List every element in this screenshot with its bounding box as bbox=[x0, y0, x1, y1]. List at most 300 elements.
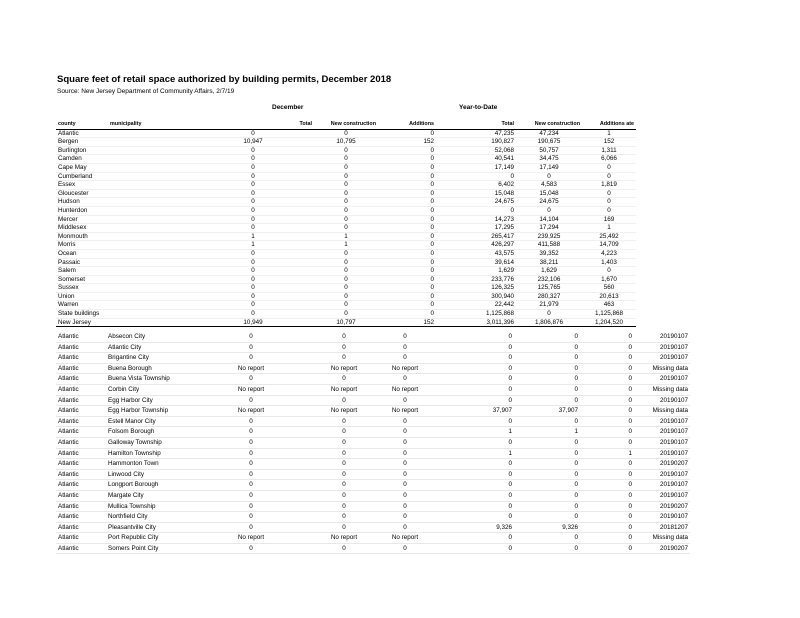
detail-cell: 0 bbox=[312, 512, 376, 523]
detail-cell: 0 bbox=[580, 363, 634, 374]
summary-cell: 0 bbox=[378, 275, 436, 284]
summary-cell: New Jersey bbox=[56, 318, 108, 327]
detail-cell: 0 bbox=[376, 395, 434, 406]
detail-cell: 0 bbox=[514, 437, 580, 448]
detail-cell: No report bbox=[312, 533, 376, 544]
summary-cell bbox=[108, 181, 192, 190]
summary-row bbox=[56, 181, 636, 190]
summary-cell: Gloucester bbox=[56, 189, 108, 198]
summary-cell: 0 bbox=[192, 206, 314, 215]
summary-cell: Burlington bbox=[56, 146, 108, 155]
summary-row bbox=[56, 138, 636, 147]
detail-cell: 0 bbox=[376, 490, 434, 501]
detail-cell: Atlantic bbox=[56, 363, 106, 374]
summary-cell: 426,297 bbox=[436, 241, 516, 250]
detail-cell: 0 bbox=[190, 374, 312, 385]
summary-cell: 0 bbox=[378, 267, 436, 276]
detail-cell: 0 bbox=[312, 416, 376, 427]
summary-row bbox=[56, 198, 636, 207]
summary-cell: 0 bbox=[582, 189, 636, 198]
summary-cell: 10,949 bbox=[192, 318, 314, 327]
summary-cell: 14,709 bbox=[582, 241, 636, 250]
detail-cell: 0 bbox=[190, 512, 312, 523]
detail-cell: 0 bbox=[376, 416, 434, 427]
summary-cell: 0 bbox=[582, 206, 636, 215]
col-header-dec-total: Total bbox=[192, 121, 314, 129]
detail-row bbox=[56, 522, 690, 533]
detail-row bbox=[56, 459, 690, 470]
summary-cell: 300,940 bbox=[436, 292, 516, 301]
detail-cell: 0 bbox=[514, 332, 580, 342]
detail-cell: 0 bbox=[376, 512, 434, 523]
detail-cell: 0 bbox=[312, 522, 376, 533]
detail-cell: 20190207 bbox=[634, 459, 690, 470]
summary-cell: 0 bbox=[192, 172, 314, 181]
detail-cell: 0 bbox=[312, 448, 376, 459]
summary-cell: 1 bbox=[314, 232, 378, 241]
detail-cell: 0 bbox=[376, 543, 434, 554]
summary-cell bbox=[108, 198, 192, 207]
summary-cell: 126,325 bbox=[436, 284, 516, 293]
summary-row bbox=[56, 318, 636, 327]
summary-cell: Bergen bbox=[56, 138, 108, 147]
col-header-dec-additions: Additions bbox=[378, 121, 436, 129]
summary-cell: Atlantic bbox=[56, 129, 108, 138]
detail-cell: No report bbox=[376, 384, 434, 395]
detail-cell: Margate City bbox=[106, 490, 190, 501]
summary-cell bbox=[108, 138, 192, 147]
summary-cell: 233,776 bbox=[436, 275, 516, 284]
summary-row bbox=[56, 232, 636, 241]
summary-cell bbox=[108, 206, 192, 215]
summary-cell bbox=[108, 318, 192, 327]
detail-cell: 0 bbox=[434, 332, 514, 342]
detail-row bbox=[56, 448, 690, 459]
summary-cell: 0 bbox=[314, 310, 378, 319]
summary-cell: 0 bbox=[378, 284, 436, 293]
summary-cell: 0 bbox=[582, 163, 636, 172]
summary-row bbox=[56, 267, 636, 276]
detail-row bbox=[56, 437, 690, 448]
detail-cell: No report bbox=[190, 533, 312, 544]
summary-cell: 40,541 bbox=[436, 155, 516, 164]
summary-cell: 10,795 bbox=[314, 138, 378, 147]
detail-cell: 9,326 bbox=[434, 522, 514, 533]
summary-cell: 0 bbox=[314, 198, 378, 207]
detail-cell: 0 bbox=[514, 416, 580, 427]
summary-cell: 169 bbox=[582, 215, 636, 224]
summary-cell bbox=[108, 258, 192, 267]
summary-cell: 17,295 bbox=[436, 224, 516, 233]
summary-cell: 0 bbox=[192, 301, 314, 310]
detail-cell: 0 bbox=[312, 395, 376, 406]
detail-cell: Northfield City bbox=[106, 512, 190, 523]
detail-cell: 0 bbox=[312, 437, 376, 448]
summary-cell: 0 bbox=[314, 301, 378, 310]
summary-cell: 0 bbox=[378, 310, 436, 319]
detail-cell: 0 bbox=[434, 533, 514, 544]
detail-cell: 0 bbox=[434, 374, 514, 385]
summary-row bbox=[56, 292, 636, 301]
detail-cell: Buena Vista Township bbox=[106, 374, 190, 385]
detail-cell: 0 bbox=[434, 395, 514, 406]
detail-cell: Atlantic bbox=[56, 459, 106, 470]
summary-row bbox=[56, 284, 636, 293]
summary-cell: 411,588 bbox=[516, 241, 582, 250]
detail-cell: No report bbox=[312, 406, 376, 417]
detail-cell: 20190107 bbox=[634, 395, 690, 406]
summary-cell: 4,583 bbox=[516, 181, 582, 190]
detail-cell: Atlantic bbox=[56, 448, 106, 459]
summary-header bbox=[56, 121, 636, 129]
detail-cell: Atlantic bbox=[56, 543, 106, 554]
summary-cell: 0 bbox=[192, 292, 314, 301]
summary-cell: 0 bbox=[582, 172, 636, 181]
detail-cell: 0 bbox=[514, 459, 580, 470]
summary-cell: 20,613 bbox=[582, 292, 636, 301]
summary-cell bbox=[108, 232, 192, 241]
summary-cell: 0 bbox=[378, 146, 436, 155]
detail-cell: Atlantic bbox=[56, 469, 106, 480]
detail-cell: 0 bbox=[312, 459, 376, 470]
summary-cell: 0 bbox=[192, 155, 314, 164]
detail-cell: 0 bbox=[514, 469, 580, 480]
summary-row bbox=[56, 241, 636, 250]
summary-cell: Camden bbox=[56, 155, 108, 164]
detail-cell: 0 bbox=[376, 437, 434, 448]
summary-cell: 0 bbox=[378, 172, 436, 181]
detail-cell: 0 bbox=[190, 522, 312, 533]
summary-cell: 0 bbox=[378, 224, 436, 233]
detail-cell: Brigantine City bbox=[106, 353, 190, 364]
summary-cell: 10,947 bbox=[192, 138, 314, 147]
summary-cell bbox=[108, 284, 192, 293]
summary-cell: 0 bbox=[314, 129, 378, 138]
summary-cell: 1 bbox=[192, 241, 314, 250]
summary-cell bbox=[108, 172, 192, 181]
summary-cell: 0 bbox=[378, 155, 436, 164]
summary-row bbox=[56, 215, 636, 224]
summary-cell: 47,235 bbox=[436, 129, 516, 138]
detail-cell: 0 bbox=[514, 374, 580, 385]
detail-cell: 0 bbox=[434, 512, 514, 523]
summary-cell: 0 bbox=[378, 198, 436, 207]
summary-cell: 0 bbox=[192, 284, 314, 293]
detail-cell: No report bbox=[312, 384, 376, 395]
detail-cell: 0 bbox=[376, 342, 434, 353]
summary-cell bbox=[108, 163, 192, 172]
detail-cell: 20190207 bbox=[634, 543, 690, 554]
summary-cell: 3,011,396 bbox=[436, 318, 516, 327]
detail-cell: 0 bbox=[580, 480, 634, 491]
detail-cell: No report bbox=[190, 363, 312, 374]
detail-cell: Missing data bbox=[634, 406, 690, 417]
detail-row bbox=[56, 469, 690, 480]
summary-cell: 24,675 bbox=[516, 198, 582, 207]
detail-cell: Atlantic bbox=[56, 406, 106, 417]
summary-cell: Cape May bbox=[56, 163, 108, 172]
detail-cell: 0 bbox=[514, 480, 580, 491]
detail-row bbox=[56, 480, 690, 491]
summary-cell: 265,417 bbox=[436, 232, 516, 241]
source-note: Source: New Jersey Department of Community Affairs, 2/7/19 bbox=[57, 88, 235, 95]
detail-cell: 0 bbox=[514, 543, 580, 554]
summary-cell: 47,234 bbox=[516, 129, 582, 138]
detail-cell: 1 bbox=[434, 427, 514, 438]
summary-cell: 39,352 bbox=[516, 249, 582, 258]
detail-cell: 37,907 bbox=[514, 406, 580, 417]
summary-table bbox=[56, 121, 636, 327]
summary-body bbox=[56, 129, 636, 327]
detail-cell: Egg Harbor City bbox=[106, 395, 190, 406]
summary-cell: Hunterdon bbox=[56, 206, 108, 215]
detail-cell: 0 bbox=[434, 363, 514, 374]
summary-cell bbox=[108, 267, 192, 276]
summary-cell: 280,327 bbox=[516, 292, 582, 301]
detail-cell: 0 bbox=[312, 543, 376, 554]
detail-cell: 0 bbox=[514, 448, 580, 459]
detail-cell: 0 bbox=[190, 332, 312, 342]
group-header-december: December bbox=[272, 104, 304, 111]
col-header-ytd-new: New construction bbox=[516, 121, 582, 129]
detail-cell: Atlantic bbox=[56, 342, 106, 353]
detail-cell: 0 bbox=[190, 448, 312, 459]
summary-cell: 152 bbox=[378, 318, 436, 327]
detail-cell: Absecon City bbox=[106, 332, 190, 342]
summary-row bbox=[56, 301, 636, 310]
summary-row bbox=[56, 310, 636, 319]
detail-cell: No report bbox=[190, 384, 312, 395]
detail-cell: Somers Point City bbox=[106, 543, 190, 554]
detail-row bbox=[56, 332, 690, 342]
summary-cell: 0 bbox=[314, 258, 378, 267]
detail-cell: 0 bbox=[312, 374, 376, 385]
detail-row bbox=[56, 395, 690, 406]
summary-cell: 24,675 bbox=[436, 198, 516, 207]
summary-row bbox=[56, 206, 636, 215]
summary-cell: 0 bbox=[378, 241, 436, 250]
detail-cell: 1 bbox=[580, 448, 634, 459]
detail-cell: 0 bbox=[190, 501, 312, 512]
detail-cell: Egg Harbor Township bbox=[106, 406, 190, 417]
summary-row bbox=[56, 249, 636, 258]
detail-row bbox=[56, 490, 690, 501]
summary-cell: 0 bbox=[314, 249, 378, 258]
detail-cell: 20190207 bbox=[634, 501, 690, 512]
summary-cell: 0 bbox=[314, 215, 378, 224]
summary-cell: 17,149 bbox=[436, 163, 516, 172]
detail-cell: 0 bbox=[376, 501, 434, 512]
summary-cell: 0 bbox=[378, 292, 436, 301]
detail-cell: 37,907 bbox=[434, 406, 514, 417]
detail-cell: 0 bbox=[434, 353, 514, 364]
summary-cell: 0 bbox=[314, 181, 378, 190]
summary-cell: 0 bbox=[192, 275, 314, 284]
detail-cell: Atlantic bbox=[56, 480, 106, 491]
summary-cell: 0 bbox=[314, 172, 378, 181]
summary-cell: 50,757 bbox=[516, 146, 582, 155]
summary-cell: 43,575 bbox=[436, 249, 516, 258]
summary-cell: Monmouth bbox=[56, 232, 108, 241]
summary-cell: 0 bbox=[192, 198, 314, 207]
detail-cell: Buena Borough bbox=[106, 363, 190, 374]
summary-cell: 190,675 bbox=[516, 138, 582, 147]
detail-cell: 20190107 bbox=[634, 480, 690, 491]
summary-cell: Essex bbox=[56, 181, 108, 190]
summary-cell: 1 bbox=[314, 241, 378, 250]
summary-cell: Morris bbox=[56, 241, 108, 250]
detail-cell: Atlantic bbox=[56, 490, 106, 501]
summary-cell: State buildings bbox=[56, 310, 108, 319]
summary-cell: 1,629 bbox=[516, 267, 582, 276]
summary-cell: 0 bbox=[516, 172, 582, 181]
summary-cell: 6,402 bbox=[436, 181, 516, 190]
summary-row bbox=[56, 155, 636, 164]
summary-row bbox=[56, 224, 636, 233]
detail-cell: Missing data bbox=[634, 363, 690, 374]
summary-cell: 0 bbox=[314, 155, 378, 164]
detail-cell: 1 bbox=[434, 448, 514, 459]
summary-cell: 0 bbox=[192, 146, 314, 155]
detail-cell: 0 bbox=[580, 437, 634, 448]
detail-cell: Hamilton Township bbox=[106, 448, 190, 459]
summary-cell: 1,670 bbox=[582, 275, 636, 284]
detail-cell: 0 bbox=[580, 427, 634, 438]
detail-cell: 0 bbox=[312, 353, 376, 364]
detail-cell: 0 bbox=[376, 448, 434, 459]
summary-cell: 0 bbox=[192, 258, 314, 267]
detail-cell: 0 bbox=[376, 480, 434, 491]
detail-cell: Port Republic City bbox=[106, 533, 190, 544]
detail-cell: 0 bbox=[514, 501, 580, 512]
detail-cell: Folsom Borough bbox=[106, 427, 190, 438]
detail-cell: 0 bbox=[580, 533, 634, 544]
detail-row bbox=[56, 427, 690, 438]
summary-cell: 0 bbox=[314, 189, 378, 198]
summary-cell: 22,442 bbox=[436, 301, 516, 310]
summary-cell: 152 bbox=[378, 138, 436, 147]
detail-cell: Atlantic bbox=[56, 384, 106, 395]
summary-cell: 0 bbox=[378, 232, 436, 241]
detail-cell: Estell Manor City bbox=[106, 416, 190, 427]
col-header-ytd-total: Total bbox=[436, 121, 516, 129]
summary-cell: 0 bbox=[314, 206, 378, 215]
summary-cell: 17,294 bbox=[516, 224, 582, 233]
summary-row bbox=[56, 129, 636, 138]
summary-cell: 14,104 bbox=[516, 215, 582, 224]
detail-cell: 0 bbox=[514, 353, 580, 364]
detail-cell: 0 bbox=[434, 384, 514, 395]
summary-cell: 0 bbox=[378, 249, 436, 258]
col-header-dec-new: New construction bbox=[314, 121, 378, 129]
summary-cell: 0 bbox=[314, 284, 378, 293]
detail-cell: 0 bbox=[434, 416, 514, 427]
detail-cell: 0 bbox=[376, 469, 434, 480]
summary-cell bbox=[108, 146, 192, 155]
summary-cell: Cumberland bbox=[56, 172, 108, 181]
summary-cell bbox=[108, 189, 192, 198]
detail-cell: 0 bbox=[580, 406, 634, 417]
detail-cell: No report bbox=[376, 363, 434, 374]
detail-cell: 1 bbox=[514, 427, 580, 438]
detail-cell: 0 bbox=[580, 332, 634, 342]
detail-cell: 0 bbox=[312, 332, 376, 342]
summary-cell: 0 bbox=[378, 189, 436, 198]
summary-cell: 1,806,876 bbox=[516, 318, 582, 327]
detail-cell: 0 bbox=[190, 353, 312, 364]
detail-row bbox=[56, 501, 690, 512]
detail-cell: 0 bbox=[312, 501, 376, 512]
summary-cell: 38,211 bbox=[516, 258, 582, 267]
detail-cell: Longport Borough bbox=[106, 480, 190, 491]
summary-row bbox=[56, 275, 636, 284]
summary-cell: 190,827 bbox=[436, 138, 516, 147]
detail-cell: Atlantic bbox=[56, 533, 106, 544]
detail-cell: 0 bbox=[434, 480, 514, 491]
summary-cell: 0 bbox=[314, 146, 378, 155]
col-header-municipality: municipality bbox=[108, 121, 192, 129]
summary-cell: 0 bbox=[314, 224, 378, 233]
summary-cell: 0 bbox=[582, 267, 636, 276]
summary-row bbox=[56, 189, 636, 198]
detail-cell: 0 bbox=[434, 437, 514, 448]
summary-cell: 0 bbox=[582, 198, 636, 207]
detail-cell: No report bbox=[376, 406, 434, 417]
detail-cell: 20190107 bbox=[634, 374, 690, 385]
detail-cell: 20190107 bbox=[634, 490, 690, 501]
detail-cell: 0 bbox=[514, 533, 580, 544]
summary-cell: 463 bbox=[582, 301, 636, 310]
summary-cell: 1,403 bbox=[582, 258, 636, 267]
summary-cell: Union bbox=[56, 292, 108, 301]
detail-cell: 0 bbox=[190, 459, 312, 470]
summary-cell: 1,629 bbox=[436, 267, 516, 276]
detail-cell: 0 bbox=[312, 427, 376, 438]
detail-cell: 0 bbox=[514, 342, 580, 353]
summary-cell: 0 bbox=[192, 163, 314, 172]
detail-cell: 0 bbox=[376, 427, 434, 438]
detail-row bbox=[56, 342, 690, 353]
summary-cell bbox=[108, 129, 192, 138]
summary-cell bbox=[108, 224, 192, 233]
detail-row bbox=[56, 384, 690, 395]
detail-cell: 0 bbox=[190, 395, 312, 406]
detail-cell: Atlantic bbox=[56, 501, 106, 512]
summary-cell: 125,765 bbox=[516, 284, 582, 293]
summary-cell: 239,925 bbox=[516, 232, 582, 241]
detail-cell: 0 bbox=[434, 543, 514, 554]
summary-row bbox=[56, 258, 636, 267]
detail-cell: 0 bbox=[434, 490, 514, 501]
detail-cell: 20181207 bbox=[634, 522, 690, 533]
detail-cell: 0 bbox=[580, 543, 634, 554]
detail-cell: 0 bbox=[580, 342, 634, 353]
summary-cell: 1 bbox=[582, 129, 636, 138]
detail-cell: Atlantic City bbox=[106, 342, 190, 353]
summary-cell: 21,979 bbox=[516, 301, 582, 310]
detail-row bbox=[56, 363, 690, 374]
detail-cell: Corbin City bbox=[106, 384, 190, 395]
detail-cell: Mullica Township bbox=[106, 501, 190, 512]
summary-cell: 0 bbox=[192, 249, 314, 258]
detail-cell: 0 bbox=[434, 469, 514, 480]
summary-cell: 6,066 bbox=[582, 155, 636, 164]
detail-cell: Atlantic bbox=[56, 416, 106, 427]
summary-cell: Passaic bbox=[56, 258, 108, 267]
detail-table bbox=[56, 332, 690, 554]
detail-row bbox=[56, 416, 690, 427]
summary-cell: 0 bbox=[192, 189, 314, 198]
